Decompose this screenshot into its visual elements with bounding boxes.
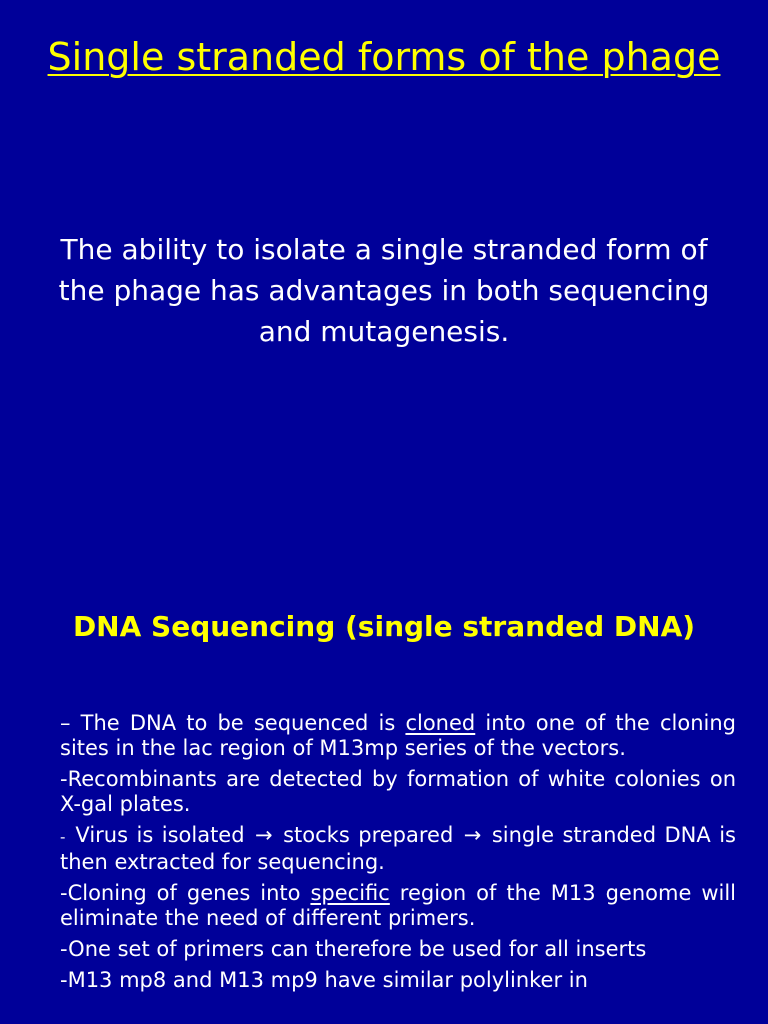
right-arrow-icon: → <box>255 823 273 847</box>
slide-title: Single stranded forms of the phage <box>47 35 721 79</box>
bullet-dash: - <box>60 828 66 846</box>
underlined-term: specific <box>310 881 390 905</box>
bullet-text: Virus is isolated <box>75 823 245 847</box>
intro-paragraph: The ability to isolate a single stranded form of the phage has advantages in both sequencing and mutagenesis. <box>58 233 710 348</box>
bullet-list <box>60 711 736 999</box>
bullet-text: The DNA to be sequenced is <box>80 711 406 735</box>
bullet-text: single stranded DNA is then extracted for sequencing. <box>60 823 736 874</box>
bullet-text: region of the M13 genome will eliminate the need of different primers. <box>60 881 737 930</box>
bullet-item <box>60 881 736 931</box>
right-arrow-icon: → <box>463 823 482 847</box>
bullet-text: -Cloning of genes into <box>60 881 311 905</box>
bullet-item <box>60 711 736 761</box>
bullet-text: stocks prepared <box>283 823 454 847</box>
section-heading: DNA Sequencing (single stranded DNA) <box>72 610 696 643</box>
bullet-text: into one of the cloning sites in the lac region of M13mp series of the vectors. <box>60 711 736 760</box>
underlined-term: cloned <box>405 711 476 735</box>
bullet-item: -One set of primers can therefore be used for all inserts <box>60 937 647 961</box>
bullet-item <box>60 823 736 875</box>
bullet-prefix: – <box>60 711 81 735</box>
bullet-item: -M13 mp8 and M13 mp9 have similar polylinker in <box>60 968 588 992</box>
bullet-item: -Recombinants are detected by formation of white colonies on X-gal plates. <box>60 767 736 816</box>
